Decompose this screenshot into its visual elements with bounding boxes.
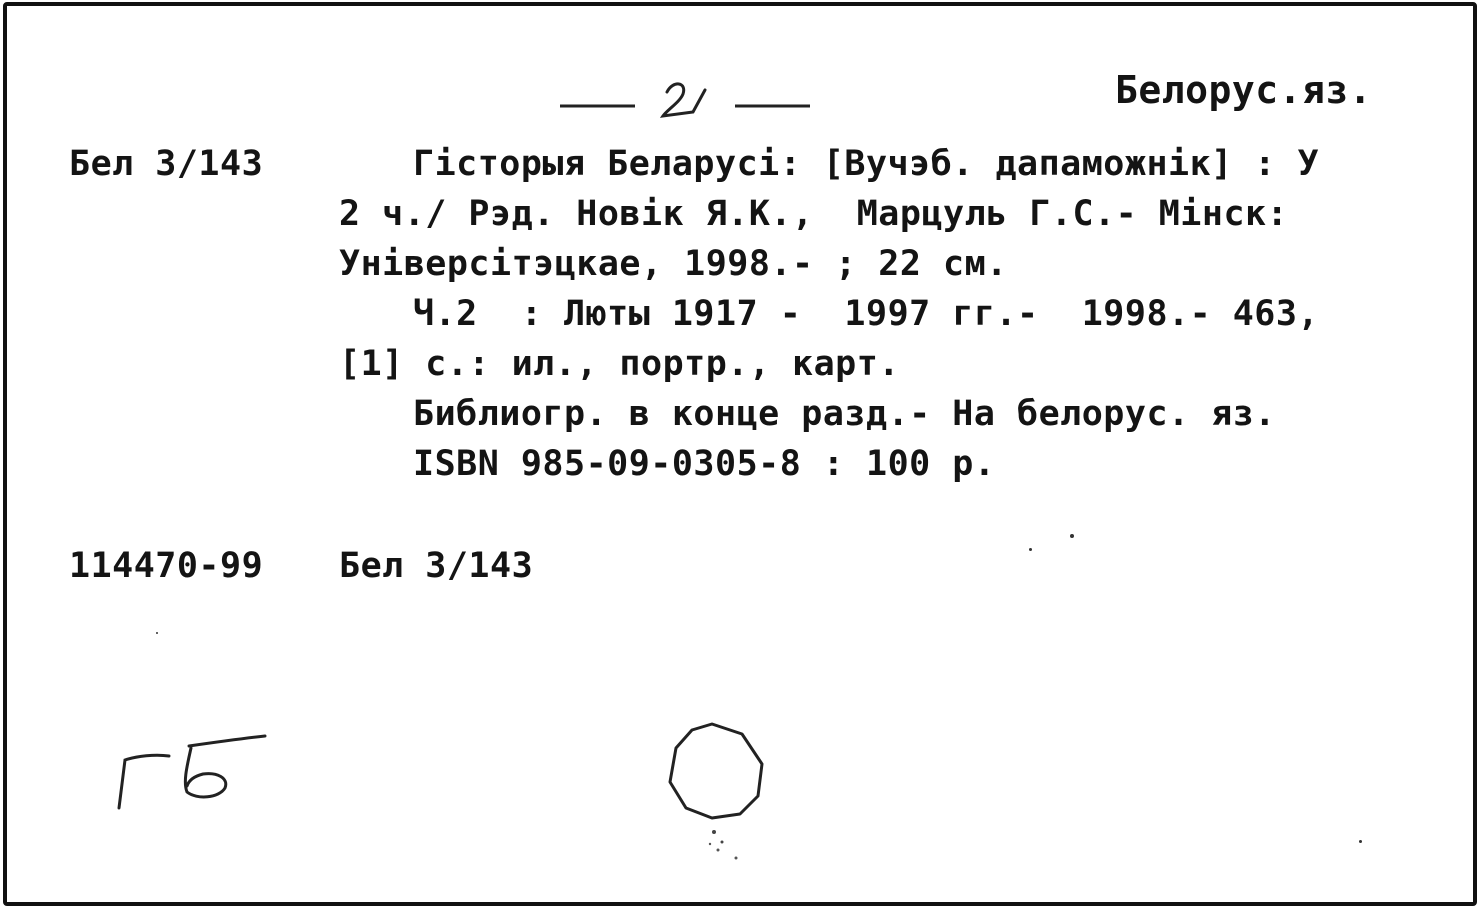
page-mark	[555, 66, 815, 126]
body-line-1: Гісторыя Беларусі: [Вучэб. дапаможнік] : У	[413, 144, 1320, 184]
body-line-4: Ч.2 : Люты 1917 - 1997 гг.- 1998.- 463,	[413, 294, 1320, 334]
speck	[1070, 534, 1074, 538]
body-line-2: 2 ч./ Рэд. Новік Я.К., Марцуль Г.С.- Мінск:	[339, 194, 1289, 234]
handwritten-note-drawing	[107, 726, 277, 826]
body-line-5: [1] с.: ил., портр., карт.	[339, 344, 900, 384]
catalog-card	[3, 2, 1477, 906]
body-line-6: Библиогр. в конце разд.- На белорус. яз.	[413, 394, 1276, 434]
speck	[156, 632, 158, 634]
accession-number: 114470-99	[69, 546, 264, 586]
shelf-mark: Бел 3/143	[69, 144, 264, 184]
page-mark-drawing	[555, 66, 815, 126]
body-line-7: ISBN 985-09-0305-8 : 100 р.	[413, 444, 996, 484]
speck	[1029, 548, 1032, 551]
language-heading: Белорус.яз.	[1115, 68, 1373, 112]
punch-hole-icon	[662, 718, 772, 868]
handwritten-note	[107, 726, 277, 826]
accession-shelf: Бел 3/143	[339, 546, 534, 586]
speck	[1359, 840, 1362, 843]
body-line-3: Універсітэцкае, 1998.- ; 22 см.	[339, 244, 1008, 284]
